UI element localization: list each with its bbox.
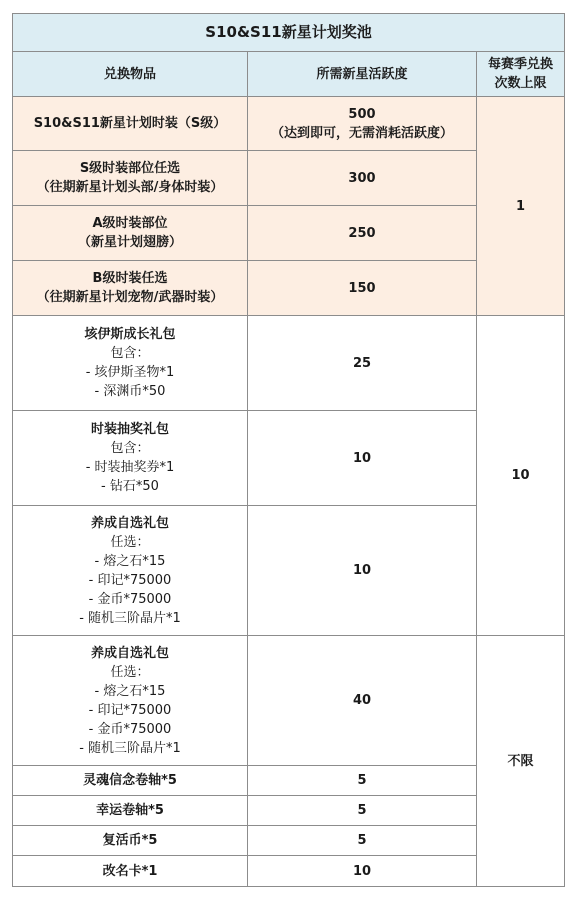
- header-required: 所需新星活跃度: [247, 51, 477, 97]
- item-line: 养成自选礼包: [90, 645, 169, 661]
- item-cell: [12, 315, 248, 411]
- item-line: - 印记*75000: [88, 702, 172, 718]
- item-line: 垓伊斯成长礼包: [84, 327, 176, 342]
- required-line: 5: [357, 833, 367, 848]
- required-line: 300: [348, 170, 376, 186]
- required-line: 5: [357, 803, 367, 818]
- limit-cell: 不限: [476, 635, 565, 887]
- item-cell: [12, 96, 248, 151]
- required-cell: [247, 505, 477, 636]
- item-line: - 熔之石*15: [94, 553, 166, 569]
- item-cell: [12, 795, 248, 826]
- required-cell: [247, 825, 477, 856]
- required-cell: [247, 150, 477, 206]
- header-item: 兑换物品: [12, 51, 248, 97]
- required-line: 25: [352, 355, 372, 371]
- item-cell: [12, 855, 248, 887]
- item-line: （新星计划翅膀）: [77, 235, 182, 250]
- item-line: 时装抽奖礼包: [90, 422, 169, 437]
- required-line: 40: [352, 693, 372, 708]
- item-cell: [12, 505, 248, 636]
- header-limit-line2: 次数上限: [494, 76, 547, 91]
- item-line: （往期新星计划头部/身体时装）: [36, 180, 224, 195]
- item-line: 养成自选礼包: [90, 515, 169, 531]
- item-cell: [12, 150, 248, 206]
- item-line: 复活币*5: [102, 833, 158, 848]
- required-line: 500: [348, 106, 376, 122]
- required-line: 150: [348, 280, 376, 296]
- required-cell: [247, 315, 477, 411]
- item-line: - 金币*75000: [88, 591, 172, 607]
- item-cell: [12, 825, 248, 856]
- limit-cell: 1: [476, 96, 565, 316]
- item-line: - 印记*75000: [88, 572, 172, 588]
- item-line: S10&S11新星计划时装（S级）: [33, 116, 227, 131]
- required-cell: [247, 205, 477, 261]
- item-line: （往期新星计划宠物/武器时装）: [36, 290, 224, 305]
- header-limit: [476, 51, 565, 97]
- required-cell: [247, 855, 477, 887]
- required-cell: [247, 765, 477, 796]
- item-cell: [12, 260, 248, 316]
- item-line: 幸运卷轴*5: [96, 803, 164, 818]
- item-line: 灵魂信念卷轴*5: [83, 773, 177, 788]
- item-line: 包含：: [110, 346, 150, 361]
- item-line: - 金币*75000: [88, 721, 172, 737]
- required-cell: [247, 96, 477, 151]
- item-line: - 时装抽奖券*1: [85, 460, 175, 475]
- item-cell: [12, 765, 248, 796]
- item-line: - 深渊币*50: [94, 384, 166, 399]
- required-cell: [247, 795, 477, 826]
- required-cell: [247, 410, 477, 506]
- header-limit-line1: 每赛季兑换: [487, 57, 553, 72]
- item-line: B级时装任选: [92, 271, 168, 286]
- item-line: 任选：: [110, 664, 150, 680]
- item-line: S级时装部位任选: [79, 161, 181, 176]
- item-line: 改名卡*1: [102, 863, 158, 879]
- table-title: S10&S11新星计划奖池: [12, 13, 565, 52]
- item-line: A级时装部位: [92, 216, 168, 231]
- required-line: 10: [352, 863, 372, 879]
- required-line: （达到即可，无需消耗活跃度）: [270, 125, 453, 141]
- required-cell: [247, 635, 477, 766]
- reward-table: [12, 13, 565, 886]
- limit-cell: 10: [476, 315, 565, 636]
- item-cell: [12, 635, 248, 766]
- required-line: 5: [357, 773, 367, 788]
- required-line: 250: [348, 225, 376, 241]
- item-cell: [12, 410, 248, 506]
- required-line: 10: [352, 563, 372, 578]
- required-cell: [247, 260, 477, 316]
- item-line: - 熔之石*15: [94, 683, 166, 699]
- item-line: - 随机三阶晶片*1: [79, 740, 181, 756]
- item-line: - 随机三阶晶片*1: [79, 610, 181, 626]
- item-line: - 垓伊斯圣物*1: [85, 365, 175, 380]
- required-line: 10: [352, 450, 372, 466]
- item-line: - 钻石*50: [101, 479, 159, 494]
- item-cell: [12, 205, 248, 261]
- item-line: 包含：: [110, 441, 150, 456]
- item-line: 任选：: [110, 534, 150, 550]
